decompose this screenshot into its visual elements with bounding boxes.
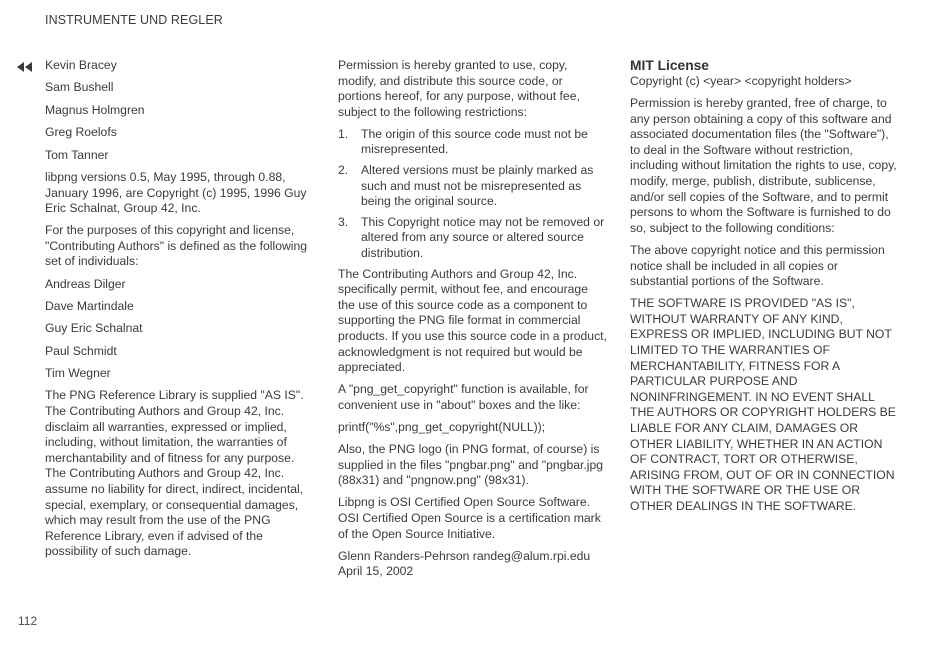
contributor-name: Dave Martindale xyxy=(45,298,134,313)
contributing-authors-definition: For the purposes of this copyright and license, "Contributing Authors" is defined as the following set of individuals: xyxy=(45,223,308,269)
code-line: printf("%s",png_get_copyright(NULL)); xyxy=(338,419,546,434)
list-item xyxy=(338,127,608,158)
list-item xyxy=(338,215,608,262)
contributor-name: Greg Roelofs xyxy=(45,125,117,140)
mit-warranty-paragraph: THE SOFTWARE IS PROVIDED "AS IS", WITHOUT WARRANTY OF ANY KIND, EXPRESS OR IMPLIED, INCLUDING BUT NOT LIMITED TO THE WARRANTIES OF MERCHANTABILITY, FITNESS FOR A PARTICULAR PURPOSE AND NONINFRINGEMENT. IN NO EVENT SHALL THE AUTHORS OR COPYRIGHT HOLDERS BE LIABLE FOR ANY CLAIM, DAMAGES OR OTHER LIABILITY, WHETHER IN AN ACTION OF CONTRACT, TORT OR OTHERWISE, ARISING FROM, OUT OF OR IN CONNECTION WITH THE SOFTWARE OR THE USE OR OTHER DEALINGS IN THE SOFTWARE. xyxy=(630,296,896,513)
copyright-line: Copyright (c) <year> <copyright holders> xyxy=(630,74,852,88)
contributor-name: Sam Bushell xyxy=(45,80,114,95)
permission-paragraph: Permission is hereby granted to use, copy, modify, and distribute this source code, or portions hereof, for any purpose, without fee, subject to the following restrictions: xyxy=(338,58,580,119)
png-logo-paragraph: Also, the PNG logo (in PNG format, of course) is supplied in the files "pngbar.png" and "pngbar.jpg (88x31) and "pngnow.png" (98x31). xyxy=(338,442,604,488)
restrictions-list xyxy=(338,127,608,262)
signature-date: April 15, 2002 xyxy=(338,564,414,579)
list-item-text: This Copyright notice may not be removed or altered from any source or altered source distribution. xyxy=(361,214,605,261)
osi-certified-paragraph: Libpng is OSI Certified Open Source Software. OSI Certified Open Source is a certification mark of the Open Source Initiative. xyxy=(338,495,601,541)
column-mit-license xyxy=(630,58,898,521)
contributor-name: Guy Eric Schalnat xyxy=(45,321,143,336)
libpng-versions-paragraph: libpng versions 0.5, May 1995, through 0.88, January 1996, are Copyright (c) 1995, 1996 Guy Eric Schalnat, Group 42, Inc. xyxy=(45,169,307,216)
list-item xyxy=(338,163,608,210)
page-number: 112 xyxy=(18,614,38,628)
mit-license-heading: MIT License xyxy=(630,58,709,73)
mit-permission-paragraph: Permission is hereby granted, free of charge, to any person obtaining a copy of this software and associated documentation files (the "Software"), to deal in the Software without restriction, including without limitation the rights to use, copy, modify, merge, publish, distribute, sublicense, and/or sell copies of the Software, and to permit persons to whom the Software is furnished to do so, subject to the following conditions: xyxy=(630,96,897,235)
copyright-function-paragraph: A "png_get_copyright" function is available, for convenient use in "about" boxes and the like: xyxy=(338,382,589,412)
as-is-disclaimer-paragraph: The PNG Reference Library is supplied "AS IS". The Contributing Authors and Group 42, Inc. disclaim all warranties, expressed or implied, including, without limitation, the warranties of merchantability and of fitness for any purpose. The Contributing Authors and Group 42, Inc. assume no liability for direct, indirect, incidental, special, exemplary, or consequential damages, which may result from the use of the PNG Reference Library, even if advised of the possibility of such damage. xyxy=(45,388,304,559)
contributing-permit-paragraph: The Contributing Authors and Group 42, Inc. specifically permit, without fee, and encourage the use of this source code as a component to supporting the PNG file format in commercial products. If you use this source code in a product, acknowledgment is not required but would be appreciated. xyxy=(338,266,607,375)
signature-name-email: Glenn Randers-Pehrson randeg@alum.rpi.edu xyxy=(338,548,591,563)
double-chevron-left-icon[interactable] xyxy=(16,60,34,74)
list-item-number: 3. xyxy=(338,214,349,229)
contributor-name: Tom Tanner xyxy=(45,147,109,162)
list-item-text: The origin of this source code must not be misrepresented. xyxy=(361,126,588,157)
contributor-name: Andreas Dilger xyxy=(45,276,126,291)
section-header: INSTRUMENTE UND REGLER xyxy=(45,13,223,27)
contributor-name: Tim Wegner xyxy=(45,366,111,381)
column-png-license xyxy=(338,58,608,580)
list-item-number: 1. xyxy=(338,126,349,141)
list-item-text: Altered versions must be plainly marked as such and must not be misrepresented as being the original source. xyxy=(361,163,594,209)
list-item-number: 2. xyxy=(338,163,349,178)
contributor-name: Paul Schmidt xyxy=(45,343,117,358)
contributor-name: Magnus Holmgren xyxy=(45,102,145,117)
column-contributors xyxy=(45,58,317,567)
mit-notice-paragraph: The above copyright notice and this permission notice shall be included in all copies or substantial portions of the Software. xyxy=(630,242,885,289)
contributor-name: Kevin Bracey xyxy=(45,58,117,72)
